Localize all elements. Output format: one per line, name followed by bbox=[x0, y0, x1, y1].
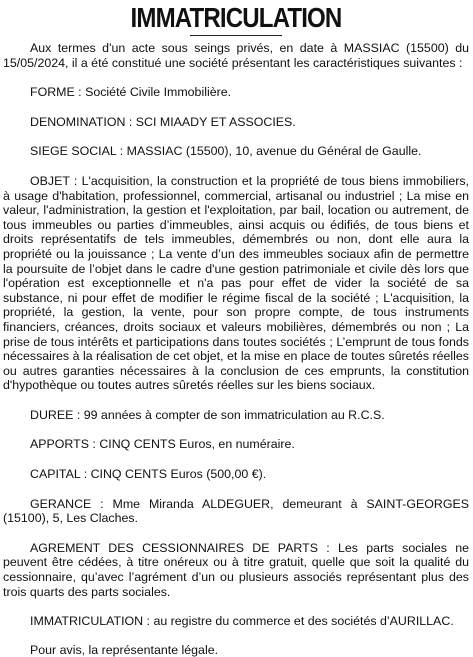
intro-paragraph: Aux termes d'un acte sous seings privés, en date à MASSIAC (15500) du 15/05/2024, il a été constitué une société présentant les caractéristiques suivantes : bbox=[3, 41, 469, 70]
objet-paragraph: OBJET : L'acquisition, la construction et la propriété de tous biens immobiliers, à usage d'habitation, professionnel, commercial, artisanal ou industriel ; La mise en valeur, l'administration, la gestion et l'exploitation, par bail, location ou autrement, de tous immeubles ou parties d’immeubles, ainsi acquis ou édifiés, de tous biens et droits représentatifs de tels immeubles, démembrés ou non, dont elle aura la propriété ou la jouissance ; La vente d’un des immeubles sociaux afin de permettre la poursuite de l’objet dans le cadre d'une gestion patrimoniale et civile dès lors que l'opération est exceptionnelle et n'a pas pour effet de vider la société de sa substance, ni pour effet de modifier le régime fiscal de la société ; L'acquisition, la propriété, la gestion, la vente, pour son propre compte, de tous instruments financiers, créances, droits sociaux et valeurs mobilières, démembrés ou non ; La prise de tous intérêts et participations dans toutes sociétés ; L’emprunt de tous fonds nécessaires à la réalisation de cet objet, et la mise en place de toutes sûretés réelles ou autres garanties nécessaires à la conclusion de ces emprunts, la constitution d'hypothèque ou toutes autres sûretés réelles sur les biens sociaux. bbox=[3, 173, 469, 393]
denomination-paragraph: DENOMINATION : SCI MIAADY ET ASSOCIES. bbox=[30, 114, 296, 129]
siege-paragraph: SIEGE SOCIAL : MASSIAC (15500), 10, avenue du Général de Gaulle. bbox=[30, 144, 422, 159]
immatriculation-paragraph: IMMATRICULATION : au registre du commerce et des sociétés d’AURILLAC. bbox=[30, 614, 454, 629]
forme-paragraph: FORME : Société Civile Immobilière. bbox=[30, 85, 232, 100]
agrement-paragraph: AGREMENT DES CESSIONNAIRES DE PARTS : Les parts sociales ne peuvent être cédées, à titre onéreux ou à titre gratuit, quelle que soit la qualité du cessionnaire, qu’avec l’agrément d’un ou plusieurs associés représentant plus des trois quarts des parts sociales. bbox=[3, 540, 469, 599]
apports-paragraph: APPORTS : CINQ CENTS Euros, en numéraire. bbox=[30, 437, 295, 452]
title-underline bbox=[190, 35, 282, 36]
gerance-paragraph: GERANCE : Mme Miranda ALDEGUER, demeurant à SAINT-GEORGES (15100), 5, Les Claches. bbox=[3, 496, 469, 526]
signature-paragraph: Pour avis, la représentante légale. bbox=[30, 642, 219, 657]
duree-paragraph: DUREE : 99 années à compter de son immatriculation au R.C.S. bbox=[30, 407, 385, 422]
capital-paragraph: CAPITAL : CINQ CENTS Euros (500,00 €). bbox=[30, 467, 267, 482]
notice-title: IMMATRICULATION bbox=[130, 2, 342, 33]
legal-notice bbox=[0, 2, 473, 657]
